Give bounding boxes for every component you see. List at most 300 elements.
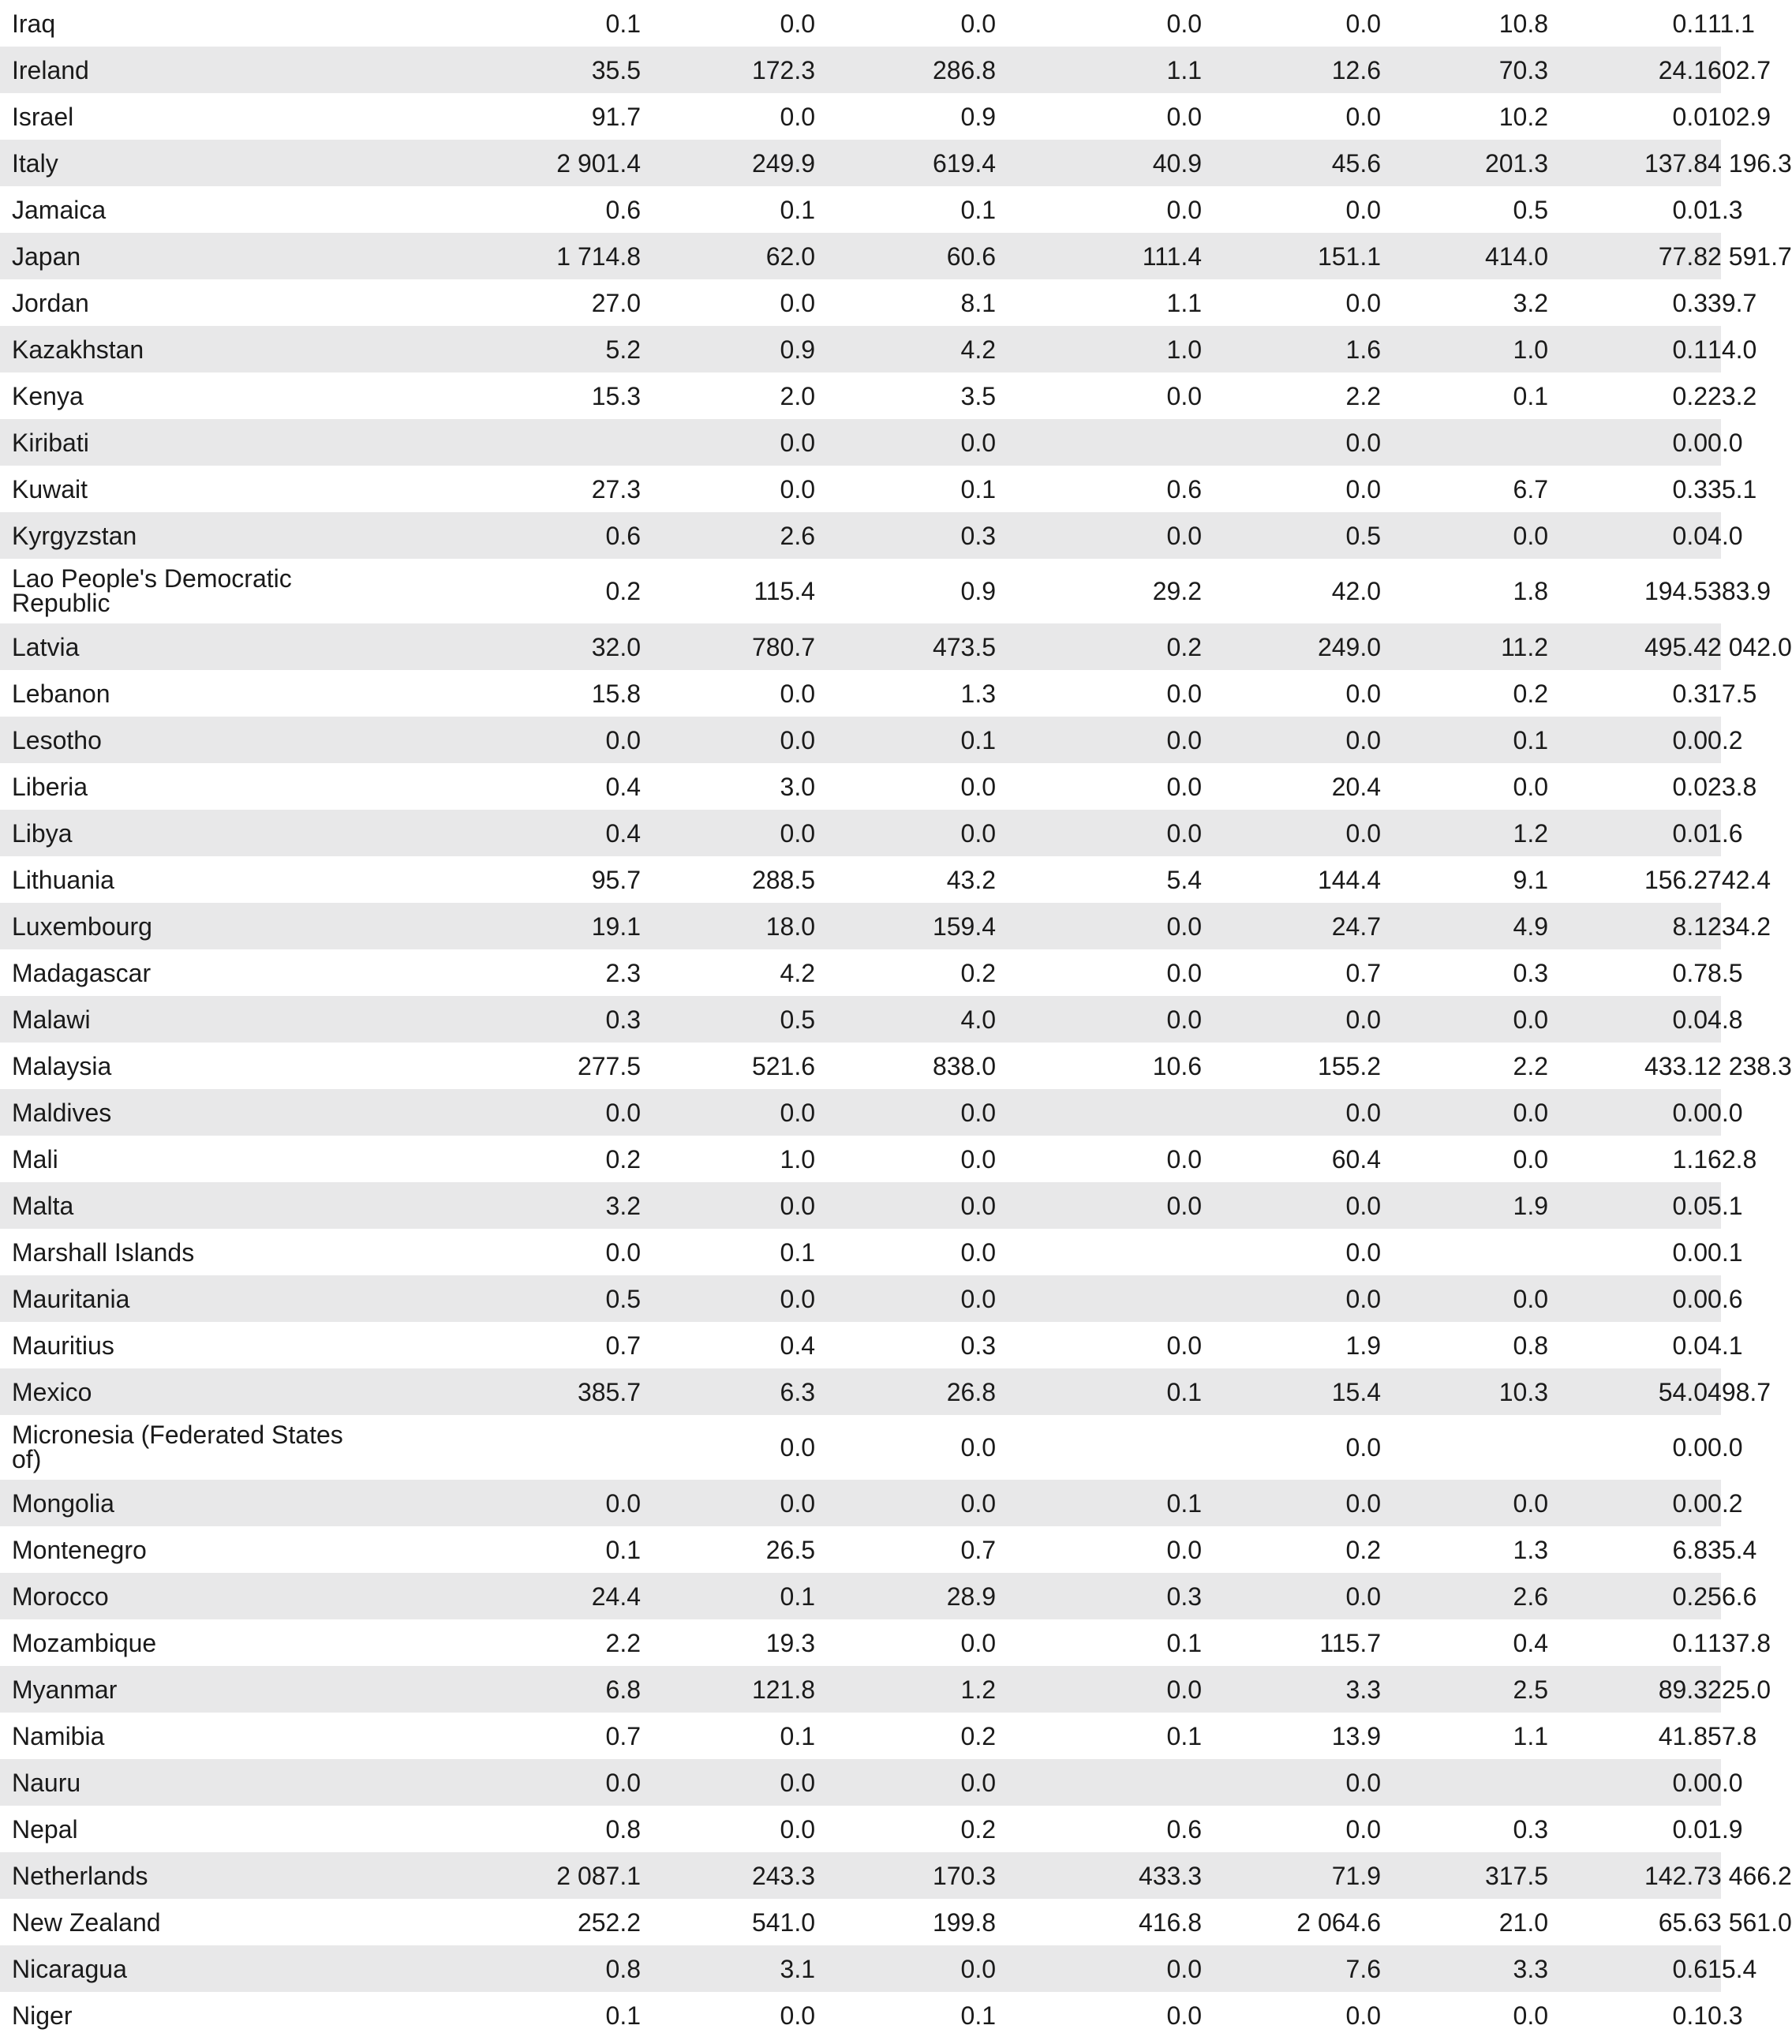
value-cell: 170.3 [815, 1852, 996, 1899]
value-cell: 2 591.7 [1708, 233, 1721, 279]
value-cell: 0.0 [1381, 512, 1548, 559]
value-cell: 0.1 [1672, 1628, 1708, 1657]
value-cell: 27.3 [591, 474, 642, 504]
value-cell: 0.6 [1166, 474, 1203, 504]
table-row [0, 372, 1721, 419]
value-cell: 1.2 [1381, 810, 1548, 856]
table-row [0, 1322, 1721, 1368]
country-cell: Libya [0, 810, 375, 856]
table-row [0, 1713, 1721, 1759]
value-cell: 2.6 [641, 512, 815, 559]
value-cell: 473.5 [815, 623, 996, 670]
value-cell: 10.8 [1498, 9, 1549, 38]
value-cell: 249.9 [641, 140, 815, 186]
value-cell: 35.5 [375, 47, 641, 93]
value-cell: 0.0 [1166, 381, 1203, 410]
value-cell: 0.0 [1345, 9, 1382, 38]
table-row [0, 1759, 1721, 1806]
value-cell: 5.4 [1166, 865, 1203, 894]
table-row [0, 419, 1721, 466]
value-cell: 0.0 [1166, 1331, 1203, 1360]
country-cell: Madagascar [12, 958, 152, 987]
value-cell: 0.0 [1708, 1759, 1721, 1806]
value-cell: 41.8 [1658, 1721, 1708, 1750]
value-cell: 541.0 [751, 1907, 816, 1937]
value-cell: 286.8 [815, 47, 996, 93]
table-row [0, 186, 1721, 233]
value-cell: 0.0 [996, 1182, 1202, 1229]
table-row [0, 1806, 1721, 1852]
value-cell: 0.0 [1672, 772, 1708, 801]
value-cell: 243.3 [641, 1852, 815, 1899]
value-cell: 0.0 [1513, 1144, 1549, 1174]
value-cell: 4.0 [815, 996, 996, 1043]
country-cell: Namibia [12, 1721, 105, 1750]
value-cell: 0.0 [960, 1628, 997, 1657]
value-cell: 0.0 [1548, 717, 1708, 763]
value-cell: 0.3 [1672, 474, 1708, 504]
table-row [0, 1992, 1721, 2038]
country-cell: Mali [12, 1144, 58, 1174]
country-cell: Jamaica [12, 195, 107, 224]
value-cell: 0.0 [1708, 419, 1721, 466]
country-cell: Kyrgyzstan [0, 512, 375, 559]
value-cell: 1.0 [780, 1144, 816, 1174]
table-row [0, 1136, 1721, 1182]
value-cell: 6.8 [1672, 1535, 1708, 1564]
value-cell: 137.8 [1708, 1628, 1771, 1657]
value-cell: 4 196.3 [1708, 140, 1721, 186]
value-cell: 0.0 [1513, 2001, 1549, 2030]
value-cell: 0.0 [996, 810, 1202, 856]
value-cell: 9.1 [1513, 865, 1549, 894]
country-cell: Niger [12, 2001, 73, 2030]
value-cell: 252.2 [577, 1907, 642, 1937]
value-cell: 60.6 [815, 233, 996, 279]
value-cell: 0.0 [960, 1433, 997, 1462]
value-cell: 0.1 [815, 717, 996, 763]
value-cell: 0.0 [1166, 9, 1203, 38]
value-cell: 416.8 [1138, 1907, 1203, 1937]
value-cell: 10.6 [1152, 1051, 1203, 1080]
value-cell: 4.1 [1708, 1331, 1743, 1360]
value-cell: 0.0 [1672, 1237, 1708, 1267]
country-cell: Luxembourg [0, 903, 375, 949]
country-cell: Mozambique [12, 1628, 157, 1657]
country-cell: Iraq [12, 9, 56, 38]
country-cell: Netherlands [0, 1852, 375, 1899]
value-cell [1381, 1415, 1548, 1480]
value-cell: 4.0 [1708, 512, 1721, 559]
value-cell: 317.5 [1381, 1852, 1548, 1899]
value-cell [996, 1089, 1202, 1136]
value-cell: 0.4 [605, 772, 642, 801]
value-cell: 0.0 [1381, 1275, 1548, 1322]
value-cell: 0.0 [996, 1666, 1202, 1713]
country-cell: Marshall Islands [12, 1237, 195, 1267]
country-cell: Micronesia (Federated States of) [12, 1421, 343, 1473]
value-cell: 0.2 [605, 577, 642, 605]
value-cell: 619.4 [815, 140, 996, 186]
value-cell: 0.0 [960, 9, 997, 38]
value-cell: 0.6 [1548, 1945, 1708, 1992]
country-cell: Kazakhstan [0, 326, 375, 372]
table-row [0, 93, 1721, 140]
value-cell: 3.3 [1202, 1666, 1381, 1713]
value-cell: 0.1 [996, 1368, 1202, 1415]
value-cell: 19.1 [375, 903, 641, 949]
table-row [0, 996, 1721, 1043]
value-cell: 0.0 [1548, 1089, 1708, 1136]
value-cell: 0.0 [960, 1144, 997, 1174]
value-cell: 0.0 [641, 1759, 815, 1806]
value-cell: 1.9 [1345, 1331, 1382, 1360]
value-cell: 0.0 [815, 1945, 996, 1992]
value-cell: 0.9 [960, 577, 997, 605]
value-cell: 0.0 [1166, 958, 1203, 987]
value-cell: 0.0 [641, 1089, 815, 1136]
value-cell: 0.1 [1166, 1628, 1203, 1657]
value-cell: 0.0 [1202, 1182, 1381, 1229]
country-cell: Mauritania [0, 1275, 375, 1322]
value-cell: 225.0 [1708, 1666, 1721, 1713]
value-cell: 0.0 [1166, 772, 1203, 801]
table-row [0, 1666, 1721, 1713]
value-cell: 60.4 [1331, 1144, 1382, 1174]
table-row [0, 1275, 1721, 1322]
value-cell: 0.7 [1672, 958, 1708, 987]
value-cell: 13.9 [1331, 1721, 1382, 1750]
value-cell: 0.0 [1548, 996, 1708, 1043]
country-cell: Montenegro [12, 1535, 147, 1564]
value-cell: 0.0 [815, 1182, 996, 1229]
country-cell: Mauritius [12, 1331, 114, 1360]
value-cell: 144.4 [1317, 865, 1382, 894]
value-cell: 8.5 [1708, 958, 1743, 987]
value-cell: 0.0 [996, 717, 1202, 763]
value-cell: 0.0 [996, 903, 1202, 949]
value-cell: 71.9 [1202, 1852, 1381, 1899]
value-cell: 62.0 [641, 233, 815, 279]
value-cell: 0.9 [641, 326, 815, 372]
value-cell: 0.0 [375, 717, 641, 763]
value-cell: 2.5 [1381, 1666, 1548, 1713]
value-cell: 385.7 [375, 1368, 641, 1415]
value-cell [996, 1759, 1202, 1806]
value-cell: 8.1 [1548, 903, 1708, 949]
value-cell: 115.7 [1319, 1628, 1382, 1657]
value-cell: 2.3 [605, 958, 642, 987]
value-cell: 4.8 [1708, 996, 1721, 1043]
table-row [0, 1619, 1721, 1666]
value-cell: 0.3 [996, 1573, 1202, 1619]
value-cell: 137.8 [1548, 140, 1708, 186]
value-cell: 0.0 [780, 474, 816, 504]
value-cell: 1.3 [1708, 195, 1743, 224]
table-row [0, 1573, 1721, 1619]
value-cell: 0.4 [1513, 1628, 1549, 1657]
value-cell: 2.6 [1381, 1573, 1548, 1619]
value-cell [996, 1229, 1202, 1275]
table-row [0, 1945, 1721, 1992]
table-row [0, 623, 1721, 670]
value-cell: 2.2 [605, 1628, 642, 1657]
value-cell: 0.0 [960, 772, 997, 801]
value-cell: 1.2 [815, 1666, 996, 1713]
value-cell: 91.7 [591, 102, 642, 131]
value-cell: 0.1 [1513, 381, 1549, 410]
value-cell: 0.0 [1672, 1814, 1708, 1844]
value-cell: 12.6 [1202, 47, 1381, 93]
value-cell: 2 064.6 [1296, 1907, 1382, 1937]
value-cell: 0.0 [641, 419, 815, 466]
value-cell: 54.0 [1548, 1368, 1708, 1415]
value-cell: 0.2 [1513, 679, 1549, 708]
value-cell: 65.6 [1658, 1907, 1708, 1937]
value-cell: 0.9 [960, 102, 997, 131]
value-cell: 433.1 [1644, 1051, 1708, 1080]
value-cell: 0.0 [1381, 1480, 1548, 1526]
table-row [0, 512, 1721, 559]
country-cell: Japan [0, 233, 375, 279]
value-cell: 0.0 [1548, 419, 1708, 466]
value-cell: 0.7 [605, 1331, 642, 1360]
value-cell: 742.4 [1708, 865, 1771, 894]
value-cell: 0.0 [1345, 679, 1382, 708]
value-cell: 0.1 [1672, 9, 1708, 38]
value-cell: 0.0 [996, 1945, 1202, 1992]
value-cell: 3.0 [780, 772, 816, 801]
value-cell: 0.2 [1345, 1535, 1382, 1564]
value-cell: 0.0 [1513, 772, 1549, 801]
value-cell [996, 1275, 1202, 1322]
value-cell: 1.1 [1672, 1144, 1708, 1174]
value-cell: 42.0 [1331, 577, 1382, 605]
value-cell: 602.7 [1708, 47, 1721, 93]
value-cell: 0.0 [1166, 1144, 1203, 1174]
value-cell: 0.0 [1166, 679, 1203, 708]
value-cell: 10.2 [1498, 102, 1549, 131]
table-row [0, 1043, 1721, 1089]
value-cell: 4.2 [815, 326, 996, 372]
value-cell: 151.1 [1202, 233, 1381, 279]
value-cell: 0.0 [780, 102, 816, 131]
value-cell: 15.4 [1202, 1368, 1381, 1415]
value-cell: 521.6 [751, 1051, 816, 1080]
value-cell: 28.9 [815, 1573, 996, 1619]
value-cell: 0.1 [1672, 2001, 1708, 2030]
value-cell: 0.0 [1672, 195, 1708, 224]
value-cell: 0.3 [375, 996, 641, 1043]
country-cell: Latvia [0, 623, 375, 670]
table-row [0, 717, 1721, 763]
value-cell: 3 466.2 [1708, 1852, 1721, 1899]
value-cell: 0.4 [780, 1331, 816, 1360]
value-cell: 0.7 [1345, 958, 1382, 987]
value-cell: 288.5 [751, 865, 816, 894]
value-cell: 780.7 [641, 623, 815, 670]
table-row [0, 1899, 1721, 1945]
value-cell: 0.0 [1202, 717, 1381, 763]
value-cell: 495.4 [1548, 623, 1708, 670]
value-cell: 15.3 [591, 381, 642, 410]
value-cell: 2 901.4 [375, 140, 641, 186]
value-cell: 3.2 [375, 1182, 641, 1229]
value-cell: 0.0 [1345, 1237, 1382, 1267]
value-cell: 0.1 [996, 1480, 1202, 1526]
value-cell: 10.3 [1381, 1368, 1548, 1415]
country-cell: Malaysia [12, 1051, 112, 1080]
value-cell: 0.0 [641, 1480, 815, 1526]
value-cell: 0.2 [960, 1721, 997, 1750]
value-cell: 43.2 [946, 865, 997, 894]
table-row [0, 1182, 1721, 1229]
value-cell: 838.0 [932, 1051, 997, 1080]
value-cell: 0.0 [960, 1237, 997, 1267]
value-cell: 0.0 [1202, 419, 1381, 466]
value-cell: 194.5 [1644, 577, 1708, 605]
value-cell: 0.0 [1345, 1814, 1382, 1844]
country-cell: Nicaragua [0, 1945, 375, 1992]
value-cell: 0.1 [960, 474, 997, 504]
value-cell [1381, 1229, 1548, 1275]
value-cell: 0.7 [960, 1535, 997, 1564]
value-cell: 0.0 [641, 717, 815, 763]
country-cell: Kuwait [12, 474, 88, 504]
value-cell: 1.0 [996, 326, 1202, 372]
value-cell: 0.0 [375, 1480, 641, 1526]
table-row [0, 1415, 1721, 1480]
value-cell: 159.4 [815, 903, 996, 949]
table-row [0, 763, 1721, 810]
value-cell: 95.7 [591, 865, 642, 894]
value-cell: 23.2 [1708, 381, 1757, 410]
value-cell: 0.0 [1345, 2001, 1382, 2030]
table-row [0, 0, 1721, 47]
value-cell: 0.0 [1672, 1331, 1708, 1360]
country-cell: New Zealand [12, 1907, 161, 1937]
country-cell: Kiribati [0, 419, 375, 466]
value-cell: 6.3 [641, 1368, 815, 1415]
value-cell: 3.2 [1513, 288, 1549, 317]
value-cell: 0.1 [1708, 1237, 1743, 1267]
table-row [0, 1368, 1721, 1415]
value-cell: 0.8 [605, 1814, 642, 1844]
value-cell: 0.0 [780, 288, 816, 317]
value-cell: 0.0 [1202, 996, 1381, 1043]
value-cell: 0.7 [605, 1721, 642, 1750]
table-row [0, 466, 1721, 512]
table-row [0, 1480, 1721, 1526]
country-cell: Nauru [0, 1759, 375, 1806]
country-cell: Italy [0, 140, 375, 186]
value-cell: 0.0 [1202, 1089, 1381, 1136]
value-cell: 102.9 [1708, 102, 1771, 131]
value-cell: 4.9 [1381, 903, 1548, 949]
value-cell: 498.7 [1708, 1368, 1721, 1415]
value-cell: 0.1 [641, 1573, 815, 1619]
value-cell: 0.5 [1202, 512, 1381, 559]
value-cell: 249.0 [1202, 623, 1381, 670]
value-cell: 0.0 [780, 679, 816, 708]
value-cell: 35.4 [1708, 1535, 1757, 1564]
value-cell: 11.2 [1381, 623, 1548, 670]
value-cell: 1.1 [996, 47, 1202, 93]
value-cell: 7.6 [1202, 1945, 1381, 1992]
value-cell: 121.8 [641, 1666, 815, 1713]
value-cell: 277.5 [577, 1051, 642, 1080]
value-cell [996, 419, 1202, 466]
value-cell: 0.0 [1672, 1433, 1708, 1462]
value-cell: 115.4 [754, 577, 816, 605]
value-cell: 0.0 [641, 1275, 815, 1322]
value-cell: 57.8 [1708, 1721, 1757, 1750]
value-cell: 3.1 [641, 1945, 815, 1992]
value-cell: 0.0 [1548, 1480, 1708, 1526]
country-cell: Lithuania [12, 865, 114, 894]
value-cell: 0.0 [1166, 2001, 1203, 2030]
value-cell: 24.4 [375, 1573, 641, 1619]
value-cell: 0.0 [1345, 1433, 1382, 1462]
value-cell: 433.3 [996, 1852, 1202, 1899]
table-row [0, 1852, 1721, 1899]
value-cell: 8.1 [960, 288, 997, 317]
value-cell: 11.1 [1708, 9, 1755, 38]
value-cell: 0.0 [780, 2001, 816, 2030]
table-row [0, 279, 1721, 326]
value-cell: 111.4 [996, 233, 1202, 279]
value-cell: 45.6 [1202, 140, 1381, 186]
value-cell: 6.8 [375, 1666, 641, 1713]
value-cell: 17.5 [1708, 679, 1757, 708]
country-cell: Malta [0, 1182, 375, 1229]
country-cell: Lebanon [12, 679, 110, 708]
value-cell: 24.1 [1548, 47, 1708, 93]
value-cell: 0.6 [375, 512, 641, 559]
value-cell: 0.0 [1548, 810, 1708, 856]
value-cell: 0.0 [1548, 512, 1708, 559]
value-cell: 0.0 [780, 9, 816, 38]
value-cell: 0.0 [1548, 1275, 1708, 1322]
value-cell: 0.3 [1672, 679, 1708, 708]
value-cell [1381, 1759, 1548, 1806]
value-cell: 0.3 [960, 1331, 997, 1360]
value-cell: 0.1 [1166, 1721, 1203, 1750]
value-cell: 0.0 [1672, 102, 1708, 131]
table-row [0, 47, 1721, 93]
table-row [0, 670, 1721, 717]
value-cell: 0.0 [1548, 1759, 1708, 1806]
table-row [0, 326, 1721, 372]
country-cell: Myanmar [0, 1666, 375, 1713]
value-cell: 0.0 [815, 1089, 996, 1136]
value-cell: 0.0 [1708, 1433, 1743, 1462]
value-cell: 0.0 [815, 810, 996, 856]
value-cell: 0.2 [1708, 1480, 1721, 1526]
value-cell: 0.1 [960, 195, 997, 224]
value-cell: 3 561.0 [1708, 1907, 1792, 1937]
value-cell: 1 714.8 [375, 233, 641, 279]
value-cell: 0.0 [1381, 1089, 1548, 1136]
value-cell: 1.6 [1708, 810, 1721, 856]
value-cell: 0.5 [375, 1275, 641, 1322]
value-cell: 414.0 [1381, 233, 1548, 279]
value-cell: 2.2 [1345, 381, 1382, 410]
value-cell: 70.3 [1381, 47, 1548, 93]
value-cell: 0.2 [960, 958, 997, 987]
value-cell: 0.8 [1513, 1331, 1549, 1360]
country-cell: Lao People's Democratic Republic [12, 564, 292, 617]
